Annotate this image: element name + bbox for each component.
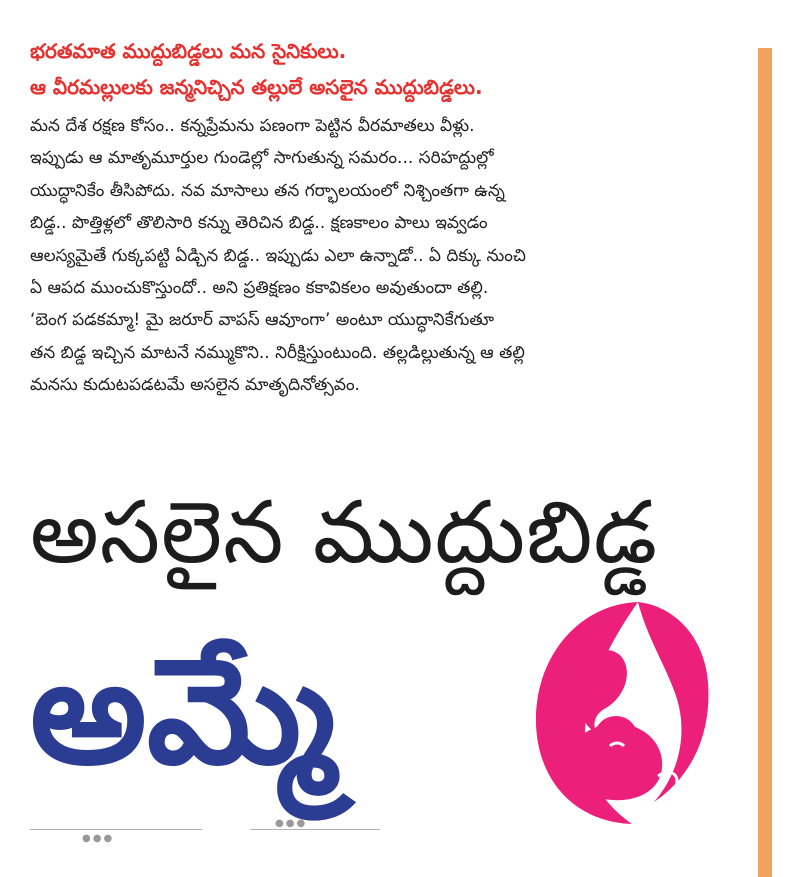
side-accent-bar bbox=[758, 48, 772, 877]
divider-left bbox=[30, 829, 202, 830]
intro-line: ఏ ఆపద ముంచుకొస్తుందో.. అని ప్రతిక్షణం కకావికలం అవుతుందా తల్లి. bbox=[30, 278, 489, 299]
intro-paragraph bbox=[30, 110, 755, 402]
dots-ornament: ●●● bbox=[275, 818, 308, 829]
intro-line: ఇప్పుడు ఆ మాతృమూర్తుల గుండెల్లో సాగుతున్న సమరం... సరిహద్దుల్లో bbox=[30, 148, 494, 169]
amma-title-word: అమ్మే bbox=[30, 627, 336, 797]
intro-line: ‘బెంగ పడకమ్మా! మై జరూర్ వాపస్ ఆవూంగా’ అంటూ యుద్ధానికేగుతూ bbox=[30, 310, 494, 331]
intro-line: మన దేశ రక్షణ కోసం.. కన్నప్రేమను పణంగా పెట్టిన వీరమాతలు వీళ్లు. bbox=[30, 116, 475, 136]
headline-line-2: ఆ వీరమల్లులకు జన్మనిచ్చిన తల్లులే అసలైన ముద్దుబిడ్డలు. bbox=[30, 75, 483, 99]
mother-kissing-baby-icon bbox=[520, 596, 720, 828]
article-title: అసలైన ముద్దుబిడ్డ bbox=[30, 483, 659, 583]
intro-line: ఆలస్యమైతే గుక్కపట్టి ఏడ్చిన బిడ్డ.. ఇప్పుడు ఎలా ఉన్నాడో.. ఏ దిక్కు నుంచి bbox=[30, 245, 526, 266]
intro-line: మనసు కుదుటపడటమే అసలైన మాతృదినోత్సవం. bbox=[30, 375, 360, 396]
headline-line-1: భరతమాత ముద్దుబిడ్డలు మన సైనికులు. bbox=[30, 39, 347, 63]
intro-line: బిడ్డ.. పొత్తిళ్లలో తొలిసారి కన్ను తెరిచిన బిడ్డ.. క్షణకాలం పాలు ఇవ్వడం bbox=[30, 213, 488, 234]
divider-right bbox=[250, 829, 380, 830]
intro-line: యుద్ధానికేం తీసిపోదు. నవ మాసాలు తన గర్భాలయంలో నిశ్చింతగా ఉన్న bbox=[30, 180, 505, 201]
intro-line: తన బిడ్డ ఇచ్చిన మాటనే నమ్ముకొని.. నిరీక్షిస్తుంటుంది. తల్లడిల్లుతున్న ఆ తల్లి bbox=[30, 342, 525, 363]
dots-ornament: ●●● bbox=[82, 833, 115, 844]
